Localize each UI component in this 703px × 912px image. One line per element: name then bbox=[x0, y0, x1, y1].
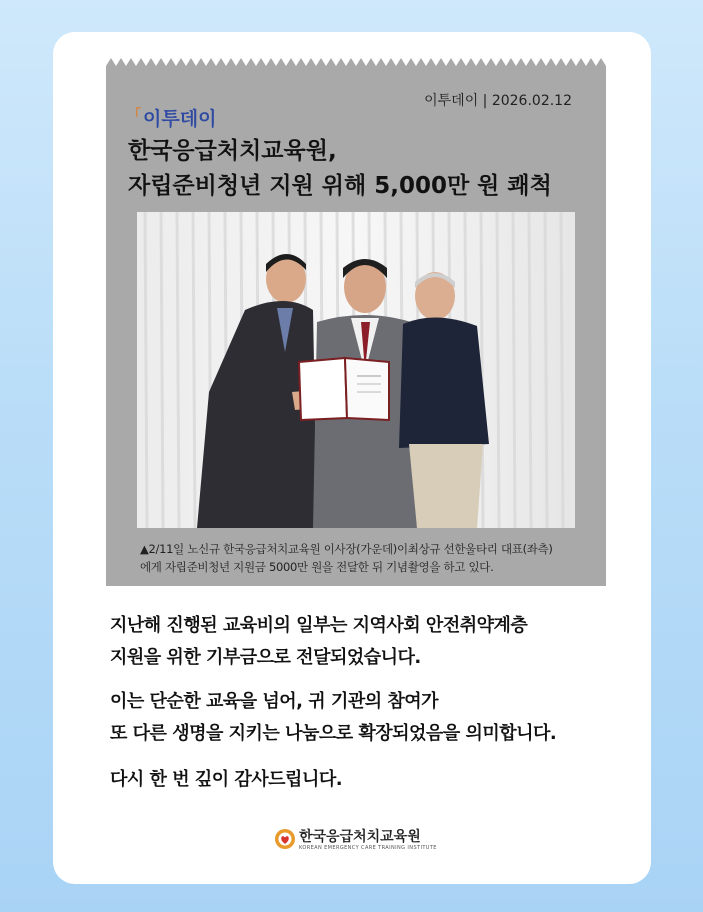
curtain-fold bbox=[561, 212, 563, 528]
newspaper-name: 이투데이 bbox=[143, 108, 217, 130]
certificate bbox=[299, 358, 389, 420]
curtain-fold bbox=[145, 212, 147, 528]
caption-line-2: 에게 자립준비청년 지원금 5000만 원을 전달한 뒤 기념촬영을 하고 있다. bbox=[140, 560, 494, 574]
ceremony-photo bbox=[137, 212, 575, 528]
message-line: 다시 한 번 깊이 감사드립니다. bbox=[110, 769, 343, 790]
curtain-fold bbox=[497, 212, 499, 528]
message-line: 지난해 진행된 교육비의 일부는 지역사회 안전취약계층 bbox=[110, 615, 528, 636]
brand-mark-icon: 「 bbox=[128, 108, 142, 123]
curtain-fold bbox=[177, 212, 179, 528]
headline-line-2: 자립준비청년 지원 위해 5,000만 원 쾌척 bbox=[128, 173, 552, 199]
curtain-fold bbox=[193, 212, 195, 528]
curtain-fold bbox=[161, 212, 163, 528]
message-line: 또 다른 생명을 지키는 나눔으로 확장되었음을 의미합니다. bbox=[110, 723, 557, 744]
clipping-torn-edge bbox=[106, 56, 606, 66]
message-line: 이는 단순한 교육을 넘어, 귀 기관의 참여가 bbox=[110, 691, 439, 712]
org-name: 한국응급처치교육원 bbox=[299, 829, 421, 845]
caption-line-1: ▲2/11일 노신규 한국응급처치교육원 이사장(가운데)이최상규 선한울타리 대표(좌측) bbox=[140, 542, 553, 556]
headline-line-1: 한국응급처치교육원, bbox=[128, 138, 337, 164]
org-subtitle: KOREAN EMERGENCY CARE TRAINING INSTITUTE bbox=[299, 845, 437, 851]
org-logo-icon bbox=[274, 828, 296, 850]
newspaper-logo bbox=[128, 104, 216, 131]
message-line: 지원을 위한 기부금으로 전달되었습니다. bbox=[110, 647, 421, 668]
message-paragraph-2 bbox=[110, 686, 630, 750]
message-paragraph-3 bbox=[110, 764, 630, 796]
article-headline bbox=[128, 134, 588, 204]
photo-caption bbox=[140, 540, 580, 576]
article-meta: 이투데이 | 2026.02.12 bbox=[424, 93, 572, 109]
curtain-fold bbox=[513, 212, 515, 528]
message-paragraph-1 bbox=[110, 610, 630, 674]
curtain-fold bbox=[529, 212, 531, 528]
curtain-fold bbox=[545, 212, 547, 528]
